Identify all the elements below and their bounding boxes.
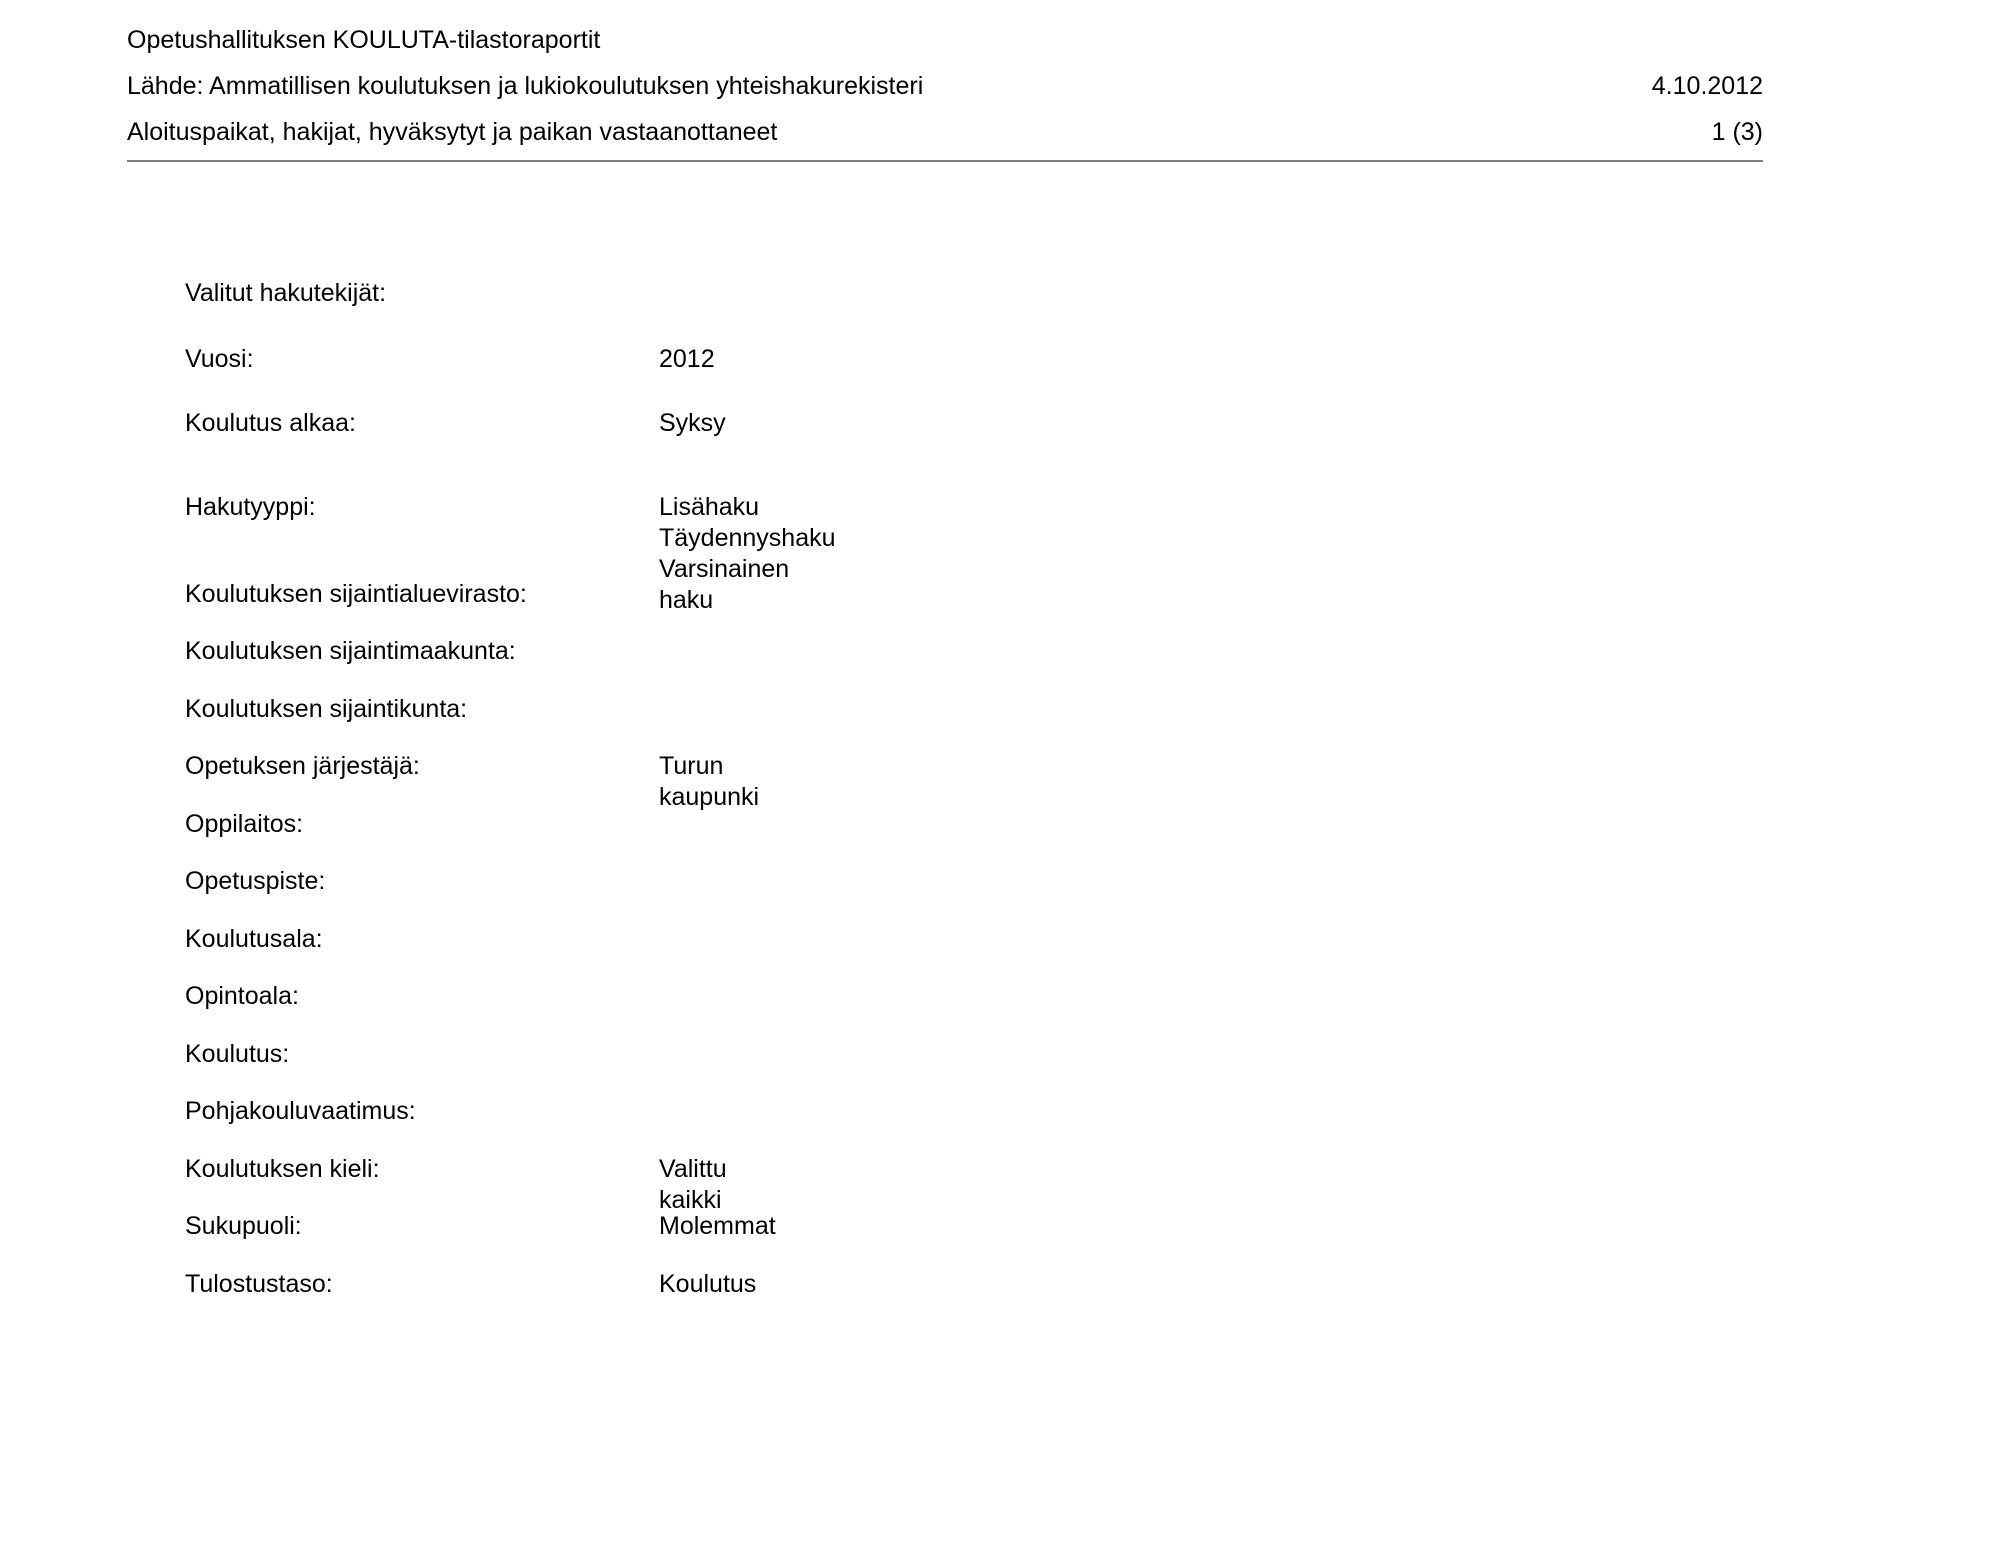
criteria-row [185, 1269, 756, 1300]
criteria-label: Koulutuksen sijaintikunta: [185, 695, 468, 723]
criteria-value: 2012 [659, 345, 715, 373]
criteria-value: Lisähaku [659, 493, 760, 521]
header-report-row [127, 116, 1763, 162]
criteria-row [185, 408, 726, 439]
criteria-value: Syksy [659, 409, 726, 437]
criteria-label: Hakutyyppi: [185, 493, 316, 521]
data-source: Lähde: Ammatillisen koulutuksen ja lukiokoulutuksen yhteishakurekisteri [127, 72, 924, 100]
selection-criteria [185, 278, 836, 1298]
criteria-values [659, 1269, 756, 1300]
criteria-row [185, 1039, 659, 1070]
report-header [127, 24, 1763, 162]
criteria-value: Turun kaupunki [659, 752, 760, 811]
criteria-label: Pohjakouluvaatimus: [185, 1097, 416, 1125]
criteria-row [185, 579, 659, 610]
criteria-row [185, 344, 715, 375]
report-name: Aloituspaikat, hakijat, hyväksytyt ja paikan vastaanottaneet [127, 118, 778, 146]
criteria-row [185, 694, 659, 725]
criteria-label: Sukupuoli: [185, 1212, 302, 1240]
header-divider [127, 160, 1763, 162]
criteria-row [185, 809, 659, 840]
criteria-values [659, 408, 726, 439]
criteria-row [185, 751, 759, 813]
criteria-row [185, 636, 659, 667]
criteria-row [185, 981, 659, 1012]
criteria-row [185, 1211, 776, 1242]
criteria-label: Opintoala: [185, 982, 299, 1010]
criteria-row [185, 866, 659, 897]
criteria-values [659, 1154, 727, 1216]
criteria-values [659, 1211, 776, 1242]
criteria-row [185, 924, 659, 955]
criteria-label: Tulostustaso: [185, 1270, 333, 1298]
criteria-label: Vuosi: [185, 345, 254, 373]
criteria-label: Koulutus alkaa: [185, 409, 356, 437]
report-date: 4.10.2012 [1651, 72, 1763, 100]
criteria-value: Varsinainen haku [659, 555, 790, 614]
criteria-label: Opetuksen järjestäjä: [185, 752, 420, 780]
criteria-label: Koulutus: [185, 1040, 290, 1068]
header-title-row [127, 24, 1763, 70]
criteria-row [185, 1096, 659, 1127]
criteria-value: Koulutus [659, 1270, 757, 1298]
criteria-heading: Valitut hakutekijät: [185, 279, 387, 307]
criteria-value: Molemmat [659, 1212, 776, 1240]
criteria-label: Koulutuksen sijaintimaakunta: [185, 637, 516, 665]
criteria-label: Opetuspiste: [185, 867, 326, 895]
criteria-values [659, 492, 836, 616]
criteria-label: Koulutuksen sijaintialuevirasto: [185, 580, 527, 608]
criteria-value: Täydennyshaku [659, 524, 836, 552]
criteria-label: Koulutuksen kieli: [185, 1155, 380, 1183]
criteria-label: Oppilaitos: [185, 810, 304, 838]
header-source-row [127, 70, 1763, 116]
criteria-label: Koulutusala: [185, 925, 323, 953]
criteria-values [659, 751, 759, 813]
page-number: 1 (3) [1711, 118, 1763, 146]
criteria-values [659, 344, 715, 375]
criteria-row [185, 1154, 727, 1216]
criteria-value: Valittu kaikki [659, 1155, 727, 1214]
report-system-title: Opetushallituksen KOULUTA-tilastoraportit [127, 26, 601, 54]
